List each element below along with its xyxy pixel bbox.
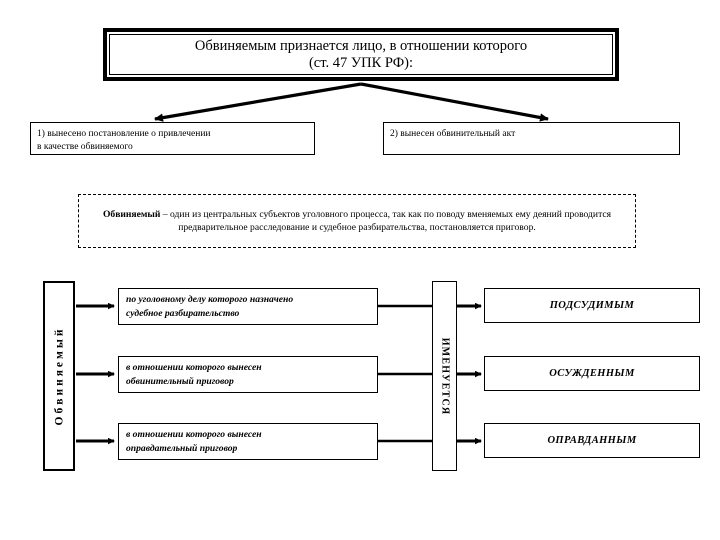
definition-term: Обвиняемый — [102, 208, 161, 220]
result-2-label: ОСУЖДЕННЫМ — [549, 368, 635, 379]
result-box-3 — [484, 423, 700, 458]
condition-box-1 — [30, 122, 315, 155]
title-box — [103, 28, 619, 81]
description-box-2 — [118, 356, 378, 393]
definition-text — [79, 208, 635, 235]
description-1-line-2: судебное разбирательство — [126, 307, 240, 319]
accused-column-label: Обвиняемый — [53, 326, 66, 426]
condition-1-line-2: в качестве обвиняемого — [37, 142, 133, 152]
accused-vertical-column — [43, 281, 75, 471]
arrow-title-to-condition-1 — [155, 84, 361, 119]
result-box-2 — [484, 356, 700, 391]
description-3-line-1: в отношении которого вынесен — [126, 429, 262, 440]
description-box-1 — [118, 288, 378, 325]
title-box-inner — [109, 34, 613, 75]
definition-box — [78, 194, 636, 248]
result-box-1 — [484, 288, 700, 323]
description-2-line-1: в отношении которого вынесен — [126, 362, 262, 373]
arrow-title-to-condition-2 — [361, 84, 548, 119]
result-3-label: ОПРАВДАННЫМ — [547, 435, 637, 446]
named-vertical-column — [432, 281, 457, 471]
condition-box-2 — [383, 122, 680, 155]
condition-1-line-1: 1) вынесено постановление о привлечении — [37, 129, 211, 139]
definition-body: – один из центральных субъектов уголовного процесса, так как по поводу вменяемых ему деяний проводится предварительное расследование и судебное разбирательства, постановляется приговор. — [160, 208, 612, 233]
description-box-3 — [118, 423, 378, 460]
title-line-2: (ст. 47 УПК РФ): — [308, 54, 414, 71]
result-1-label: ПОДСУДИМЫМ — [549, 300, 635, 311]
title-line-1: Обвиняемым признается лицо, в отношении которого — [194, 37, 528, 54]
description-1-line-1: по уголовному делу которого назначено — [126, 294, 294, 305]
named-column-label: ИМЕНУЕТСЯ — [439, 337, 450, 415]
condition-2-line-1: 2) вынесен обвинительный акт — [390, 129, 516, 139]
description-2-line-2: обвинительный приговор — [126, 375, 234, 387]
description-3-line-2: оправдательный приговор — [126, 442, 238, 454]
